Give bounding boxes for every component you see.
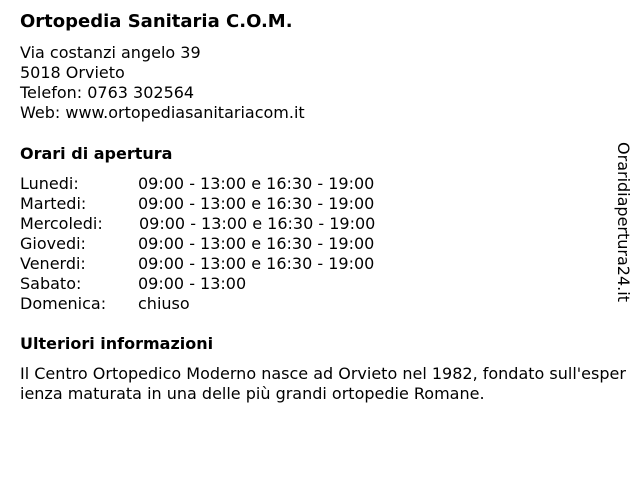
address-city: 5018 Orvieto (20, 63, 125, 82)
day-label: Lunedi: (20, 174, 79, 193)
day-label: Venerdi: (20, 254, 86, 273)
further-info-heading: Ulteriori informazioni (20, 334, 214, 353)
site-watermark (612, 134, 634, 310)
business-contact (20, 43, 305, 123)
watermark-text: Oraridiapertura24.it (614, 142, 633, 302)
phone-number: Telefon: 0763 302564 (20, 83, 195, 102)
day-label: Domenica: (20, 294, 107, 313)
website-url: Web: www.ortopediasanitariacom.it (20, 103, 305, 122)
day-label: Sabato: (20, 274, 82, 293)
day-hours: chiuso (138, 294, 190, 313)
day-hours: 09:00 - 13:00 e 16:30 - 19:00 (138, 194, 375, 213)
business-name: Ortopedia Sanitaria C.O.M. (20, 11, 293, 32)
hours-row-monday (20, 174, 420, 194)
hours-row-saturday (20, 274, 420, 294)
hours-row-sunday (20, 294, 420, 314)
day-hours: 09:00 - 13:00 e 16:30 - 19:00 (138, 234, 375, 253)
hours-row-wednesday (20, 214, 420, 234)
day-hours: 09:00 - 13:00 (138, 274, 247, 293)
hours-row-friday (20, 254, 420, 274)
day-label: Martedi: (20, 194, 87, 213)
day-label: Mercoledi: (20, 214, 103, 233)
day-hours: 09:00 - 13:00 e 16:30 - 19:00 (138, 254, 375, 273)
hours-row-thursday (20, 234, 420, 254)
day-hours: 09:00 - 13:00 e 16:30 - 19:00 (138, 174, 375, 193)
business-description: Il Centro Ortopedico Moderno nasce ad Orvieto nel 1982, fondato sull'esperienza maturata in una delle più grandi ortopedie Romane. (20, 364, 626, 403)
day-hours: 09:00 - 13:00 e 16:30 - 19:00 (139, 214, 376, 233)
day-label: Giovedi: (20, 234, 86, 253)
address-street: Via costanzi angelo 39 (20, 43, 201, 62)
hours-row-tuesday (20, 194, 420, 214)
opening-hours-table (20, 174, 420, 314)
opening-hours-heading: Orari di apertura (20, 144, 173, 163)
